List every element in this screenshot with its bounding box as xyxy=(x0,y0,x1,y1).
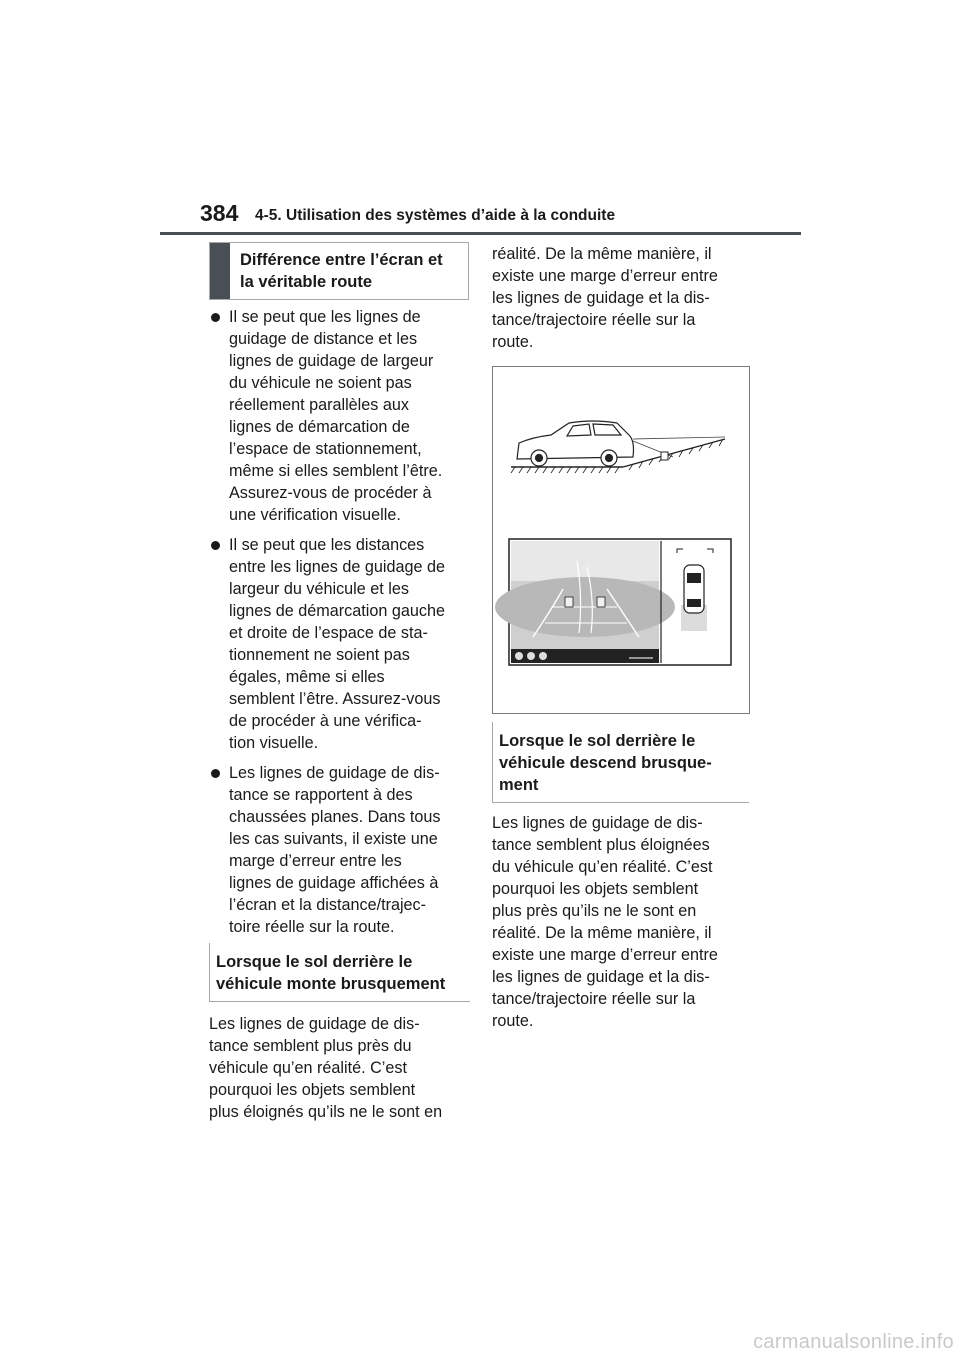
text-line: tance/trajectoire réelle sur la xyxy=(492,311,696,329)
section-heading-difference xyxy=(209,242,469,300)
heading-line: Lorsque le sol derrière le xyxy=(499,732,696,750)
text-line: tionnement ne soient pas xyxy=(229,646,410,664)
bullet-dot-icon xyxy=(211,769,220,778)
text-line: Il se peut que les distances xyxy=(229,536,425,554)
text-line: Les lignes de guidage de dis- xyxy=(209,1015,420,1033)
text-line: lignes de guidage affichées à xyxy=(229,874,439,892)
text-line: plus près qu’ils ne le sont en xyxy=(492,902,697,920)
text-line: égales, même si elles xyxy=(229,668,385,686)
camera-screen xyxy=(495,539,731,665)
text-line: une vérification visuelle. xyxy=(229,506,401,524)
paragraph-uphill-left xyxy=(209,1013,471,1123)
header-rule xyxy=(160,232,801,235)
text-line: même si elles semblent l’être. xyxy=(229,462,443,480)
text-line: et droite de l’espace de sta- xyxy=(229,624,428,642)
text-line: l’espace de stationnement, xyxy=(229,440,422,458)
chapter-title: 4-5. Utilisation des systèmes d’aide à la conduite xyxy=(255,207,616,224)
heading-text xyxy=(493,722,716,802)
text-line: les lignes de guidage et la dis- xyxy=(492,289,710,307)
text-line: du véhicule ne soient pas xyxy=(229,374,412,392)
text-line: réalité. De la même manière, il xyxy=(492,245,712,263)
text-line: lignes de démarcation de xyxy=(229,418,410,436)
bullet-list xyxy=(211,306,471,946)
view-line-top xyxy=(633,437,725,439)
bullet-dot-icon xyxy=(211,541,220,550)
paragraph-uphill-right xyxy=(492,243,754,353)
text-line: route. xyxy=(492,1012,534,1030)
car-side-icon xyxy=(517,421,634,466)
watermark: carmanualsonline.info xyxy=(753,1331,954,1353)
text-line: largeur du véhicule et les xyxy=(229,580,409,598)
text-line: tance se rapportent à des xyxy=(229,786,413,804)
text-line: réellement parallèles aux xyxy=(229,396,409,414)
paragraph-downhill xyxy=(492,812,754,1032)
text-line: du véhicule qu’en réalité. C’est xyxy=(492,858,713,876)
heading-line: Différence entre l’écran et xyxy=(240,251,443,269)
text-line: de procéder à une vérifica- xyxy=(229,712,422,730)
slope-camera-illustration xyxy=(493,367,749,713)
bullet-item xyxy=(211,306,471,526)
text-line: semblent l’être. Assurez-vous xyxy=(229,690,441,708)
text-line: l’écran et la distance/trajec- xyxy=(229,896,427,914)
text-line: pourquoi les objets semblent xyxy=(492,880,699,898)
text-line: lignes de démarcation gauche xyxy=(229,602,445,620)
bullet-item xyxy=(211,534,471,754)
text-line: chaussées planes. Dans tous xyxy=(229,808,441,826)
pedestrian-marker-icon xyxy=(661,452,668,460)
page-number: 384 xyxy=(200,200,239,226)
heading-text xyxy=(210,943,449,1001)
heading-line: véhicule descend brusque- xyxy=(499,754,712,772)
text-line: Assurez-vous de procéder à xyxy=(229,484,432,502)
bullet-dot-icon xyxy=(211,313,220,322)
text-line: tance semblent plus éloignées xyxy=(492,836,710,854)
text-line: entre les lignes de guidage de xyxy=(229,558,445,576)
heading-bar xyxy=(210,243,230,299)
heading-line: la véritable route xyxy=(240,273,373,291)
heading-line: Lorsque le sol derrière le xyxy=(216,953,413,971)
text-line: marge d’erreur entre les xyxy=(229,852,402,870)
text-line: pourquoi les objets semblent xyxy=(209,1081,416,1099)
section-heading-uphill xyxy=(209,943,470,1002)
illustration-figure xyxy=(492,366,750,714)
text-line: guidage de distance et les xyxy=(229,330,418,348)
heading-text xyxy=(230,243,451,299)
text-line: véhicule qu’en réalité. C’est xyxy=(209,1059,407,1077)
text-line: route. xyxy=(492,333,534,351)
bullet-item xyxy=(211,762,471,938)
text-line: Les lignes de guidage de dis- xyxy=(229,764,440,782)
text-line: plus éloignés qu’ils ne le sont en xyxy=(209,1103,443,1121)
text-line: les cas suivants, il existe une xyxy=(229,830,438,848)
text-line: lignes de guidage de largeur xyxy=(229,352,434,370)
text-line: Il se peut que les lignes de xyxy=(229,308,421,326)
heading-line: véhicule monte brusquement xyxy=(216,975,446,993)
text-line: Les lignes de guidage de dis- xyxy=(492,814,703,832)
text-line: tance/trajectoire réelle sur la xyxy=(492,990,696,1008)
text-line: réalité. De la même manière, il xyxy=(492,924,712,942)
text-line: toire réelle sur la route. xyxy=(229,918,395,936)
text-line: les lignes de guidage et la dis- xyxy=(492,968,710,986)
section-heading-downhill xyxy=(492,722,749,803)
text-line: existe une marge d’erreur entre xyxy=(492,946,718,964)
text-line: tance semblent plus près du xyxy=(209,1037,412,1055)
heading-line: ment xyxy=(499,776,539,794)
text-line: tion visuelle. xyxy=(229,734,319,752)
text-line: existe une marge d’erreur entre xyxy=(492,267,718,285)
